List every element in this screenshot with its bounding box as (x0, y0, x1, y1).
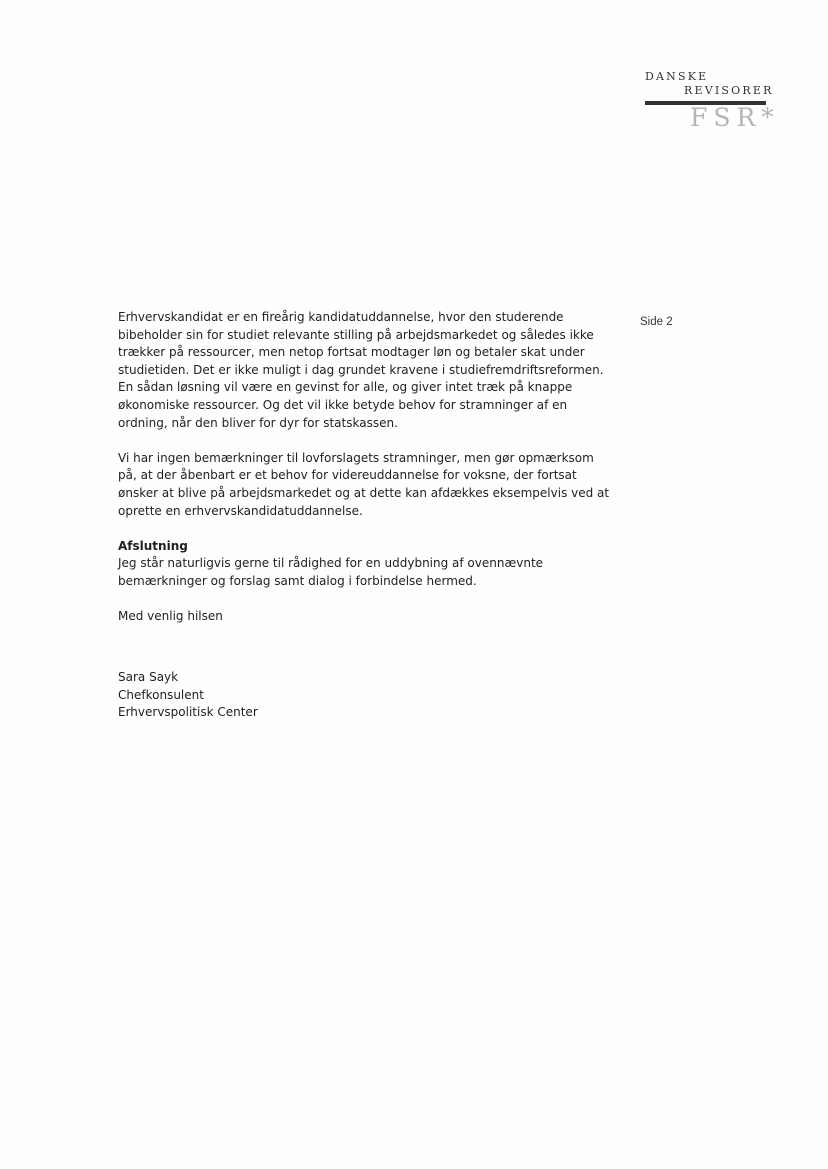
danske-revisorer-logo (640, 70, 780, 132)
letter-body (118, 309, 618, 722)
signature-name: Sara Sayk (118, 670, 179, 685)
signature-department: Erhvervspolitisk Center (118, 705, 258, 720)
closing-greeting: Med venlig hilsen (118, 609, 223, 624)
signature-title: Chefkonsulent (118, 687, 204, 702)
paragraph-bemaerkninger: Vi har ingen bemærkninger til lovforslagets stramninger, men gør opmærksom på, at der åbenbart er et behov for videreuddannelse for voksne, der fortsat ønsker at blive på arbejdsmarkedet og at dette kan afdækkes eksempelvis ved at oprette en erhvervskandidatuddannelse. (118, 450, 610, 518)
logo-text-danske: DANSKE (645, 70, 709, 83)
page-number: Side 2 (640, 316, 673, 328)
section-heading-afslutning: Afslutning (118, 538, 188, 553)
logo-fsr-mark: FSR* (690, 103, 780, 132)
paragraph-afslutning: Jeg står naturligvis gerne til rådighed for en uddybning af ovennævnte bemærkninger og forslag samt dialog i forbindelse hermed. (118, 556, 544, 588)
logo-text-revisorer: REVISORER (684, 84, 774, 97)
paragraph-erhvervskandidat: Erhvervskandidat er en fireårig kandidatuddannelse, hvor den studerende bibeholder sin for studiet relevante stilling på arbejdsmarkedet og således ikke trækker på ressourcer, men netop fortsat modtager løn og betaler skat under studietiden. Det er ikke muligt i dag grundet kravene i studiefremdriftsreformen. En sådan løsning vil være en gevinst for alle, og giver intet træk på knappe økonomiske ressourcer. Og det vil ikke betyde behov for stramninger af en ordning, når den bliver for dyr for statskassen. (118, 310, 604, 430)
